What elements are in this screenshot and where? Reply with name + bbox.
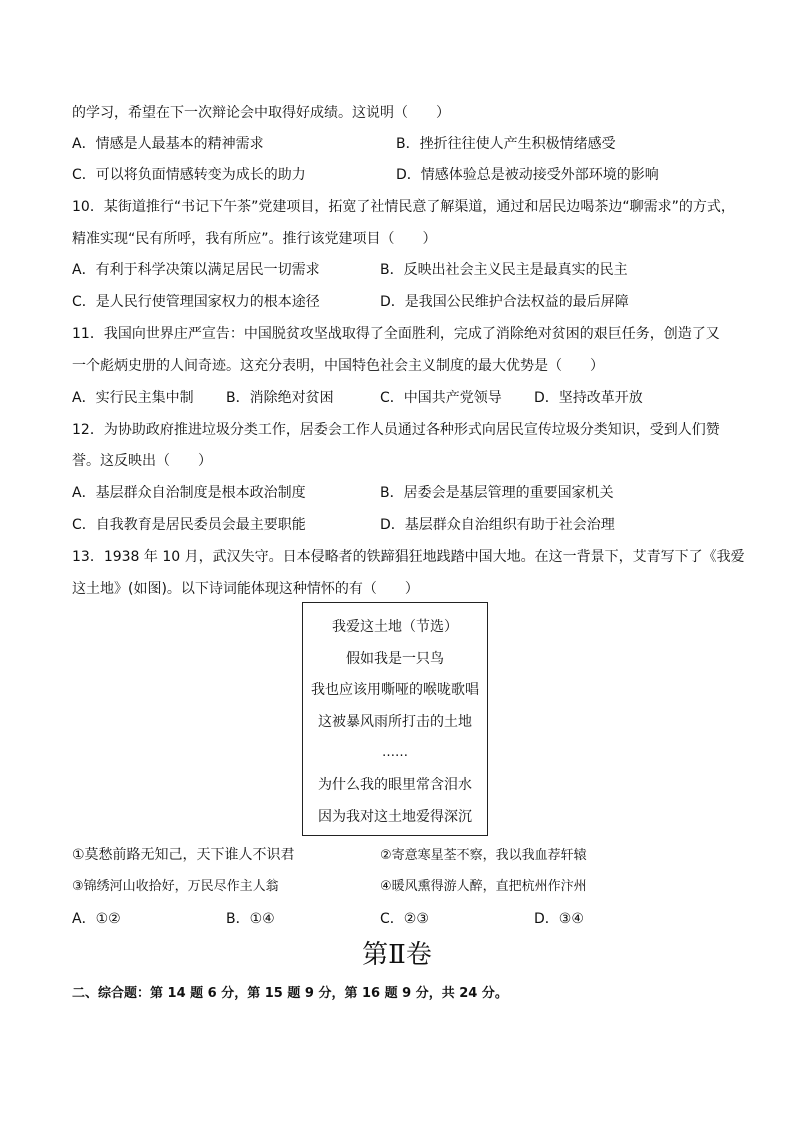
q12-option-b[interactable]: B．居委会是基层管理的重要国家机关 [380,485,614,501]
q12-stem-line1: 12．为协助政府推进垃圾分类工作，居委会工作人员通过各种形式向居民宣传垃圾分类知识，受到人们赞 [72,422,720,438]
q10-option-c[interactable]: C．是人民行使管理国家权力的根本途径 [72,294,320,310]
q12-stem-line2: 誉。这反映出（ ） [72,453,212,469]
q10-stem-line2: 精准实现“民有所呼，我有所应”。推行该党建项目（ ） [72,231,437,247]
q12-option-a[interactable]: A．基层群众自治制度是根本政治制度 [72,485,306,501]
q11-option-a[interactable]: A．实行民主集中制 [72,390,194,406]
q12-option-c[interactable]: C．自我教育是居民委员会最主要职能 [72,517,306,533]
q13-option-d[interactable]: D．③④ [534,911,584,927]
q10-option-d[interactable]: D．是我国公民维护合法权益的最后屏障 [380,294,629,310]
poem-title: 我爱这土地（节选） [332,619,458,635]
verse-4: ④暖风熏得游人醉，直把杭州作汴州 [380,879,587,894]
q12-option-d[interactable]: D．基层群众自治组织有助于社会治理 [380,517,615,533]
section-title: 第Ⅱ卷 [362,940,432,970]
q10-stem-line1: 10．某街道推行“书记下午茶”党建项目，拓宽了社情民意了解渠道，通过和居民边喝茶边“聊需求”的方式， [72,199,735,215]
q13-stem-line2: 这土地》(如图)。以下诗词能体现这种情怀的有（ ） [72,581,419,597]
q11-stem-line1: 11．我国向世界庄严宣告：中国脱贫攻坚战取得了全面胜利，完成了消除绝对贫困的艰巨任务，创造了又 [72,326,720,342]
q9-stem-continuation: 的学习，希望在下一次辩论会中取得好成绩。这说明（ ） [72,105,450,121]
q13-option-a[interactable]: A．①② [72,911,121,927]
poem-line: 假如我是一只鸟 [346,651,444,667]
q11-option-b[interactable]: B．消除绝对贫困 [226,390,334,406]
q9-option-c[interactable]: C．可以将负面情感转变为成长的助力 [72,167,306,183]
q10-option-b[interactable]: B．反映出社会主义民主是最真实的民主 [380,262,628,278]
q11-option-d[interactable]: D．坚持改革开放 [534,390,643,406]
poem-line: 这被暴风雨所打击的土地 [318,714,472,730]
q13-option-c[interactable]: C．②③ [380,911,429,927]
poem-line: 我也应该用嘶哑的喉咙歌唱 [311,682,479,698]
verse-1: ①莫愁前路无知己，天下谁人不识君 [72,847,295,863]
verse-3: ③锦绣河山收拾好，万民尽作主人翁 [72,879,279,894]
q9-option-a[interactable]: A．情感是人最基本的精神需求 [72,136,264,152]
poem-box [302,602,488,836]
verse-2: ②寄意寒星荃不察，我以我血荐轩辕 [380,848,587,863]
q13-option-b[interactable]: B．①④ [226,911,275,927]
q9-option-d[interactable]: D．情感体验总是被动接受外部环境的影响 [396,167,659,183]
q11-stem-line2: 一个彪炳史册的人间奇迹。这充分表明，中国特色社会主义制度的最大优势是（ ） [72,358,604,374]
q10-option-a[interactable]: A．有利于科学决策以满足居民一切需求 [72,262,320,278]
q11-option-c[interactable]: C．中国共产党领导 [380,390,502,406]
poem-ellipsis: …… [382,745,408,760]
q9-option-b[interactable]: B．挫折往往使人产生积极情绪感受 [396,136,616,152]
poem-line: 为什么我的眼里常含泪水 [318,777,472,793]
part2-heading: 二、综合题：第 14 题 6 分，第 15 题 9 分，第 16 题 9 分，共 24 分。 [72,986,508,1001]
q13-stem-line1: 13．1938 年 10 月，武汉失守。日本侵略者的铁蹄猖狂地践踏中国大地。在这一背景下，艾青写下了《我爱 [72,549,745,565]
poem-line: 因为我对这土地爱得深沉 [318,809,472,825]
